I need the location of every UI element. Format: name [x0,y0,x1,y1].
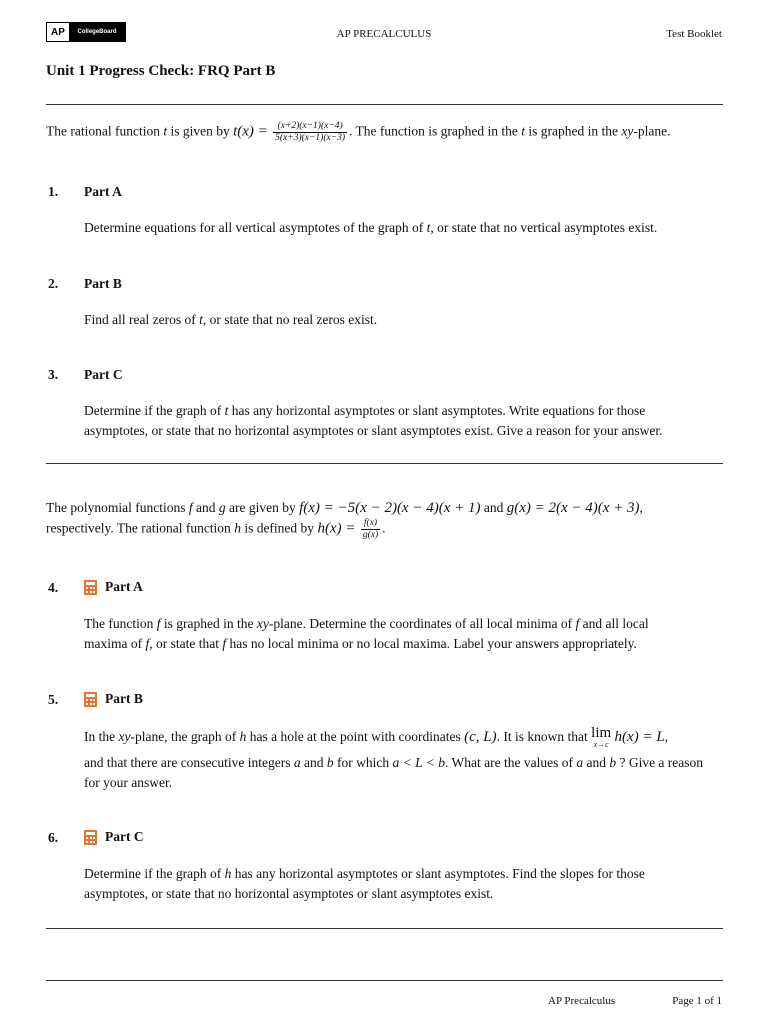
question-number-5: 5. [48,692,59,707]
question-number-2: 2. [48,276,59,291]
question-number-3: 3. [48,367,59,382]
footer-course: AP Precalculus [548,995,616,1007]
header-course: AP PRECALCULUS [336,28,432,40]
question-4-text: The function f is graphed in the xy-plane. Determine the coordinates of all local minima of f and all local maxima of f, or state that f has no local minima or no local maxima. Label your answers appropriately. [84,616,649,651]
question-number-6: 6. [48,830,59,845]
intro-rational-function: The rational function t is given by t(x) = $\frac{(x+2)(x-1)(x-4)}{5(x+3)(x-1)(x-3)}$ . The function is graphed in the t is graphed in the xy-plane. [46,121,671,143]
question-number-4: 4. [48,580,59,595]
question-1-label: Part A [84,184,122,199]
divider [46,104,723,105]
limit-expression: lim x→c [591,725,612,749]
question-5-label: Part B [105,691,143,706]
calculator-icon [84,580,97,595]
question-5-heading [84,690,143,708]
page-title: Unit 1 Progress Check: FRQ Part B [46,63,276,79]
question-6-text: Determine if the graph of h has any horizontal asymptotes or slant asymptotes. Find the slopes for those asymptotes, or state that no horizontal asymptotes or slant asymptotes exist. [84,866,645,901]
footer-divider [46,980,723,981]
question-2-text: Find all real zeros of t, or state that no real zeros exist. [84,312,378,327]
logo-collegeboard-mark: CollegeBoard [69,23,125,41]
calculator-icon [84,692,97,707]
calculator-icon [84,830,97,845]
t-fraction: $\frac{(x+2)(x-1)(x-4)}{5(x+3)(x-1)(x-3)}$ [275,121,346,143]
question-6-heading [84,828,144,846]
intro-rational-h: respectively. The rational function h is defined by h(x) = $\frac{f(x)}{g(x)}$ . [46,518,386,540]
logo-ap-mark: AP [47,23,69,41]
divider [46,928,723,929]
question-1-text: Determine equations for all vertical asymptotes of the graph of t, or state that no vertical asymptotes exist. [84,220,658,235]
question-4-heading [84,578,143,596]
h-fraction: $\frac{f(x)}{g(x)}$ [362,518,379,540]
question-2-label: Part B [84,276,122,291]
page-number: Page 1 of 1 [672,995,722,1007]
question-6-label: Part C [105,829,144,844]
question-3-text: Determine if the graph of t has any horizontal asymptotes or slant asymptotes. Write equations for those asymptotes, or state that no horizontal asymptotes or slant asymptotes exist. Give a reason for your answer. [84,403,663,438]
question-5-line-2: and that there are consecutive integers a and b for which a < L < b. What are the values of a and b ? Give a reason for your answer. [84,755,704,790]
intro-polynomial-functions: The polynomial functions f and g are given by f(x) = −5(x − 2)(x − 4)(x + 1) and g(x) = 2(x − 4)(x + 3), [46,500,643,516]
divider [46,463,723,464]
question-5-line-1: In the xy-plane, the graph of h has a hole at the point with coordinates (c, L). It is known that lim x→c h(x) = L, [84,725,669,749]
question-3-label: Part C [84,367,123,382]
header-booklet: Test Booklet [666,28,722,40]
question-number-1: 1. [48,184,59,199]
question-4-label: Part A [105,579,143,594]
